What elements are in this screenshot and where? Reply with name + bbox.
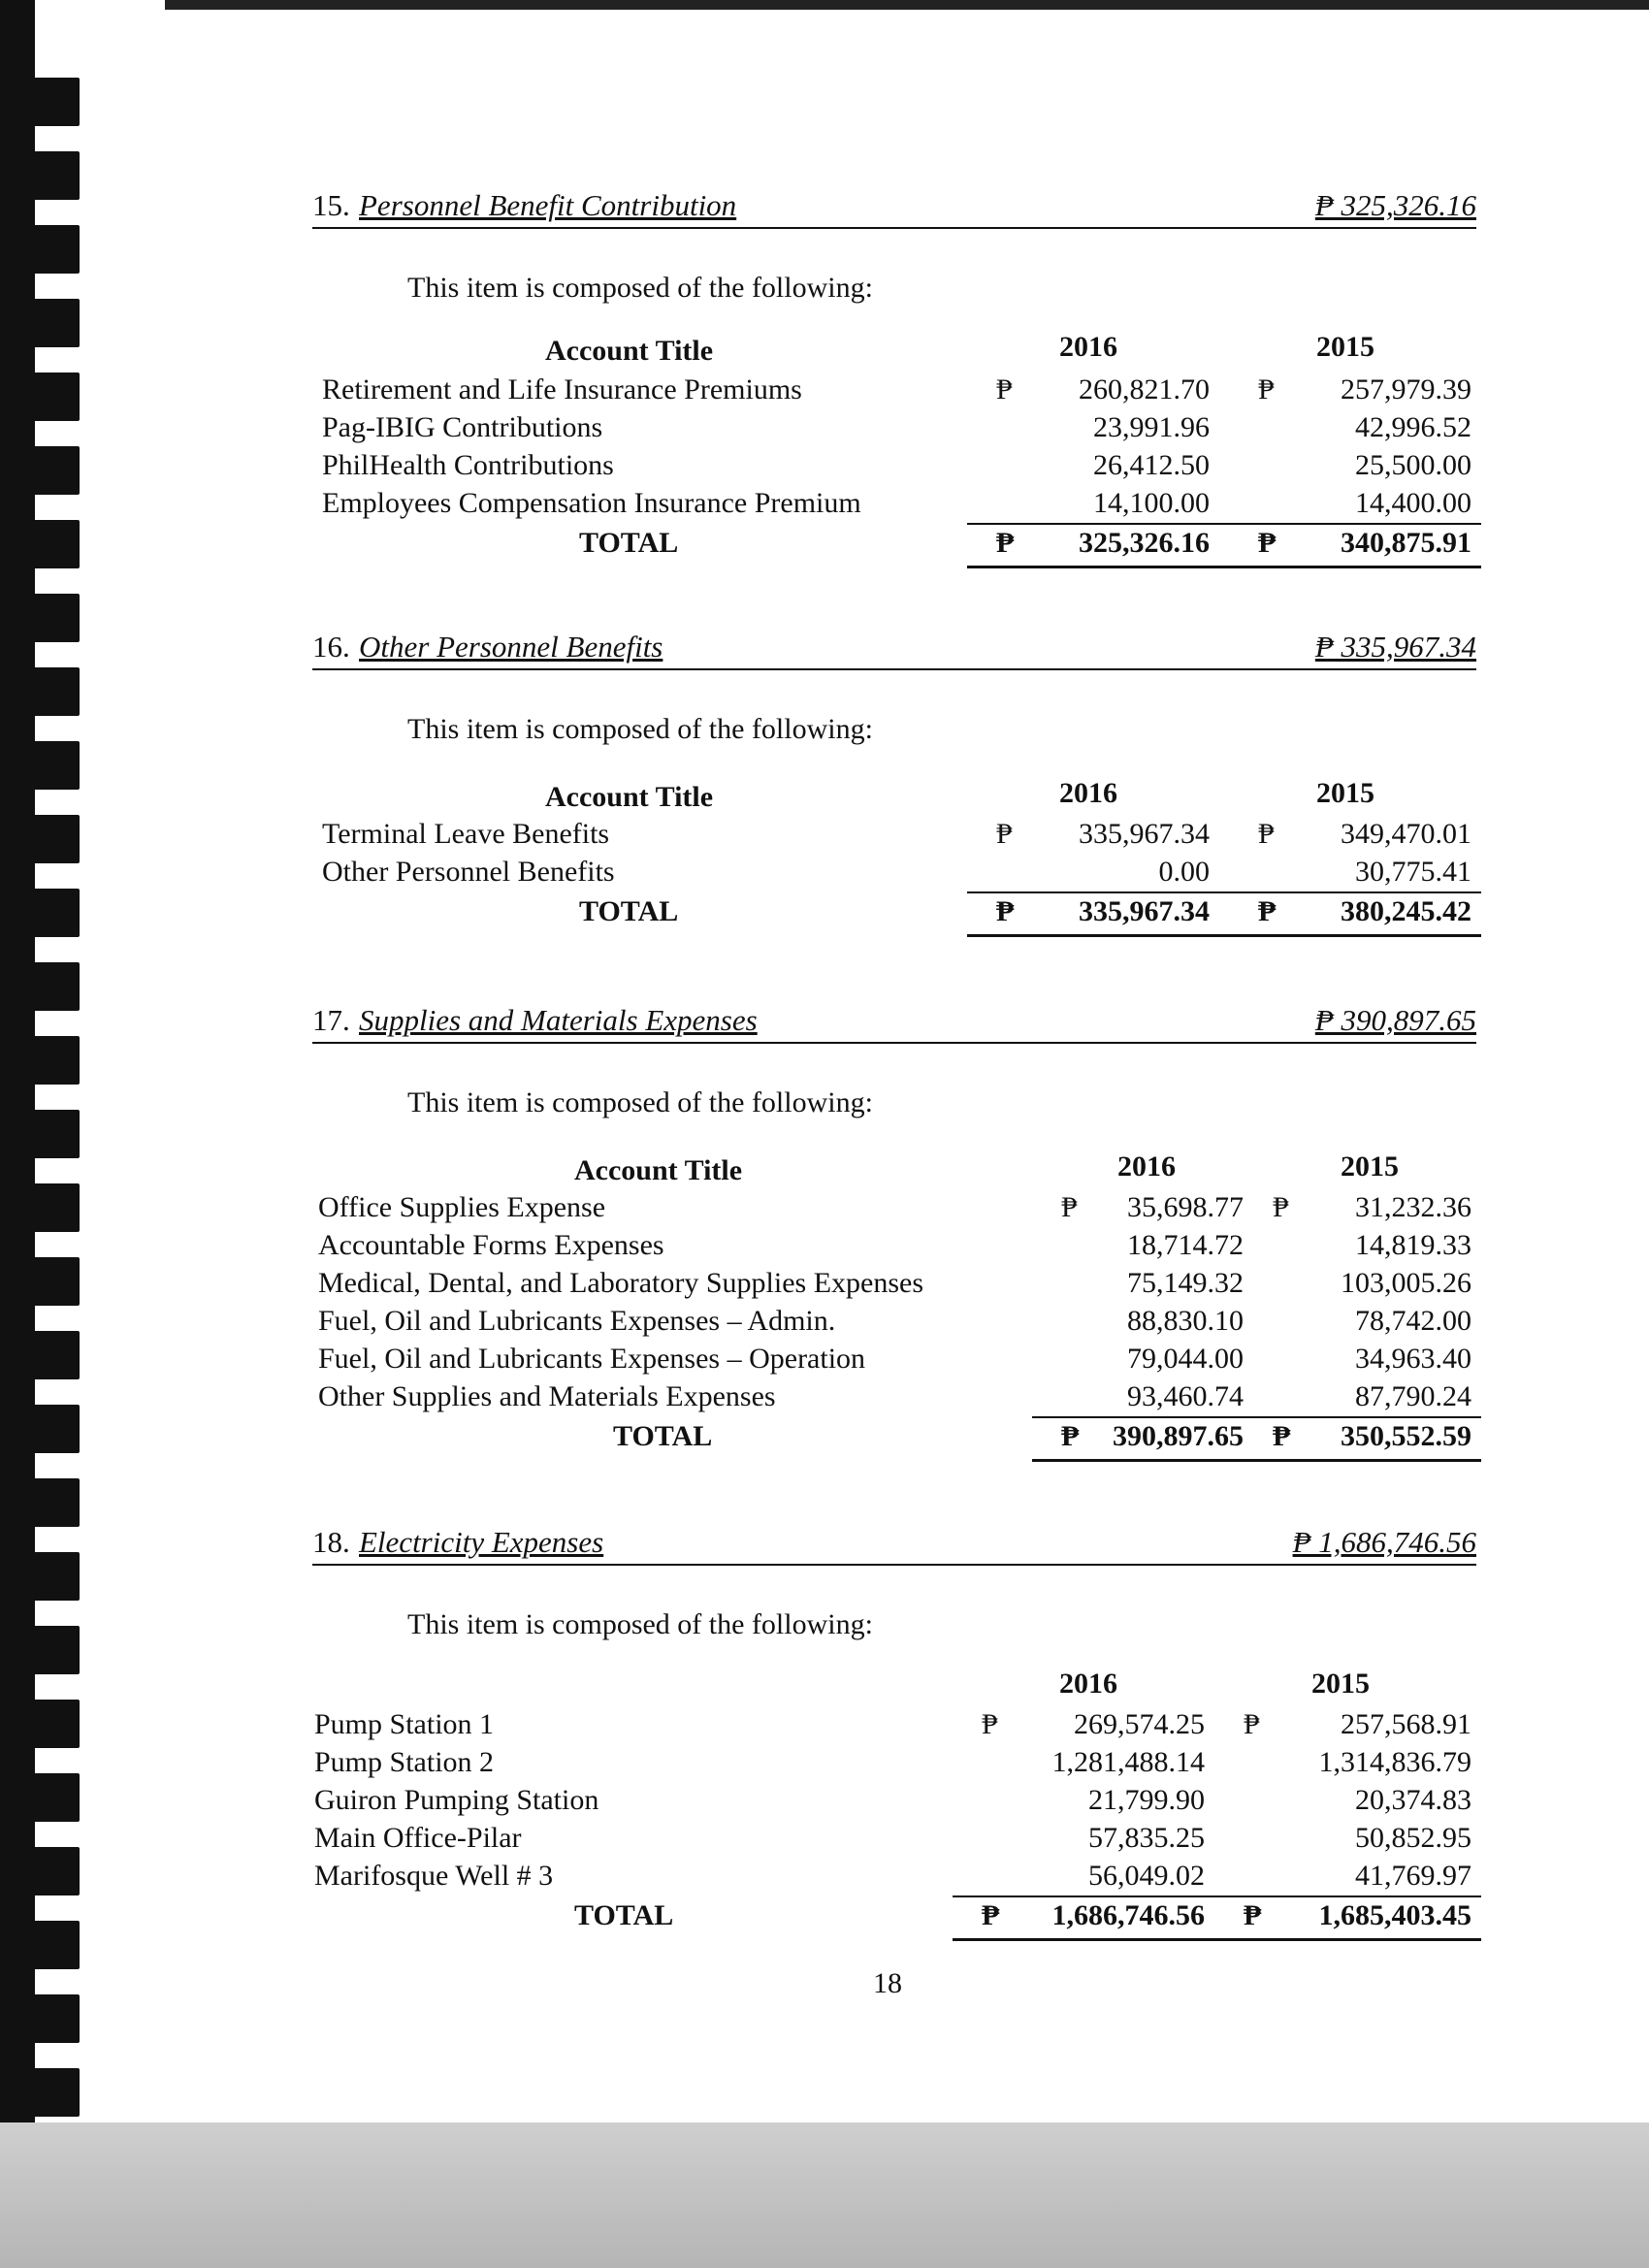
total-2015: 340,875.91: [1341, 527, 1471, 559]
value-2016: 14,100.00: [1093, 487, 1210, 519]
peso-sign: ₱: [996, 527, 1015, 559]
spiral-binding: [0, 0, 58, 2268]
section-title: Other Personnel Benefits: [359, 630, 663, 664]
table-row-label: Other Supplies and Materials Expenses: [318, 1380, 776, 1412]
value-2016: 1,281,488.14: [1051, 1746, 1205, 1778]
peso-sign: ₱: [982, 1708, 998, 1740]
column-header-account: Account Title: [574, 1154, 743, 1186]
peso-sign: ₱: [1258, 527, 1277, 559]
value-2015: 14,819.33: [1355, 1229, 1471, 1261]
section-title: Supplies and Materials Expenses: [359, 1003, 758, 1037]
peso-sign: ₱: [1244, 1708, 1260, 1740]
section-title: Electricity Expenses: [359, 1525, 604, 1559]
column-header-account: Account Title: [545, 781, 714, 813]
peso-sign: ₱: [1061, 1191, 1078, 1223]
value-2015: 14,400.00: [1355, 487, 1471, 519]
value-2016: 21,799.90: [1088, 1784, 1205, 1816]
value-2015: 25,500.00: [1355, 449, 1471, 481]
table-row-label: Office Supplies Expense: [318, 1191, 606, 1223]
value-2016: 79,044.00: [1127, 1343, 1244, 1375]
subtotal-rule: [1032, 1416, 1481, 1418]
total-2015: 350,552.59: [1341, 1420, 1471, 1452]
binding-hole: [21, 1847, 80, 1895]
total-rule: [953, 1938, 1481, 1941]
value-2015: 31,232.36: [1355, 1191, 1471, 1223]
section-heading: [312, 999, 1476, 1044]
scan-bottom-shade: [0, 2122, 1649, 2268]
binding-hole: [21, 1478, 80, 1527]
value-2015: 87,790.24: [1355, 1380, 1471, 1412]
section-number: 17.: [312, 1003, 350, 1037]
peso-sign: ₱: [996, 818, 1013, 850]
value-2016: 260,821.70: [1079, 373, 1210, 405]
column-header-2015: 2015: [1316, 331, 1374, 363]
column-header-2015: 2015: [1341, 1150, 1399, 1183]
peso-sign: ₱: [1061, 1420, 1080, 1452]
section-amount: ₱ 325,326.16: [1314, 188, 1476, 222]
value-2015: 257,568.91: [1341, 1708, 1471, 1740]
value-2015: 30,775.41: [1355, 856, 1471, 888]
value-2015: 41,769.97: [1355, 1860, 1471, 1892]
table-row-label: Retirement and Life Insurance Premiums: [322, 373, 802, 405]
binding-hole: [21, 373, 80, 421]
table-row-label: Main Office-Pilar: [314, 1822, 522, 1854]
subtotal-rule: [953, 1895, 1481, 1897]
table-row-label: Other Personnel Benefits: [322, 856, 615, 888]
value-2016: 35,698.77: [1127, 1191, 1244, 1223]
section-intro: This item is composed of the following:: [407, 713, 873, 745]
peso-sign: ₱: [1244, 1899, 1262, 1931]
total-2016: 325,326.16: [1079, 527, 1210, 559]
table-row-label: Marifosque Well # 3: [314, 1860, 554, 1892]
column-header-account: Account Title: [545, 335, 714, 367]
note-section: [312, 999, 1476, 1452]
section-title: Personnel Benefit Contribution: [359, 188, 737, 222]
value-2016: 93,460.74: [1127, 1380, 1244, 1412]
section-number: 16.: [312, 630, 350, 664]
page-number: 18: [873, 1967, 902, 1999]
section-amount: ₱ 335,967.34: [1314, 630, 1476, 664]
binding-hole: [21, 520, 80, 568]
binding-hole: [21, 1994, 80, 2043]
binding-hole: [21, 1110, 80, 1158]
value-2015: 257,979.39: [1341, 373, 1471, 405]
value-2015: 42,996.52: [1355, 411, 1471, 443]
value-2015: 50,852.95: [1355, 1822, 1471, 1854]
binding-hole: [21, 1036, 80, 1085]
value-2016: 269,574.25: [1074, 1708, 1205, 1740]
table-row-label: Accountable Forms Expenses: [318, 1229, 664, 1261]
total-2016: 390,897.65: [1113, 1420, 1244, 1452]
binding-hole: [21, 1257, 80, 1306]
table-row-label: Employees Compensation Insurance Premium: [322, 487, 861, 519]
peso-sign: ₱: [1258, 373, 1275, 405]
table-row-label: Guiron Pumping Station: [314, 1784, 599, 1816]
total-rule: [967, 566, 1481, 568]
page-top-edge: [165, 0, 1649, 10]
table-row-label: Pump Station 1: [314, 1708, 495, 1740]
table-row-label: Terminal Leave Benefits: [322, 818, 610, 850]
table-row-label: Fuel, Oil and Lubricants Expenses – Operation: [318, 1343, 866, 1375]
section-intro: This item is composed of the following:: [407, 272, 873, 304]
value-2015: 349,470.01: [1341, 818, 1471, 850]
total-label: TOTAL: [613, 1420, 713, 1452]
binding-hole: [21, 2068, 80, 2117]
value-2016: 0.00: [1158, 856, 1210, 888]
value-2016: 75,149.32: [1127, 1267, 1244, 1299]
peso-sign: ₱: [1258, 895, 1277, 927]
note-section: [312, 184, 1476, 559]
table-row-label: Medical, Dental, and Laboratory Supplies Expenses: [318, 1267, 923, 1299]
total-rule: [967, 934, 1481, 937]
total-2016: 335,967.34: [1079, 895, 1210, 927]
column-header-2016: 2016: [1059, 777, 1117, 809]
binding-hole: [21, 1183, 80, 1232]
binding-hole: [21, 962, 80, 1011]
total-rule: [1032, 1459, 1481, 1462]
value-2016: 335,967.34: [1079, 818, 1210, 850]
value-2015: 1,314,836.79: [1318, 1746, 1471, 1778]
peso-sign: ₱: [996, 373, 1013, 405]
table-row-label: Fuel, Oil and Lubricants Expenses – Admin.: [318, 1305, 836, 1337]
section-heading: [312, 184, 1476, 229]
section-intro: This item is composed of the following:: [407, 1086, 873, 1118]
note-section: [312, 626, 1476, 927]
total-2015: 1,685,403.45: [1318, 1899, 1471, 1931]
column-header-2016: 2016: [1059, 331, 1117, 363]
binding-hole: [21, 225, 80, 274]
value-2016: 23,991.96: [1093, 411, 1210, 443]
value-2015: 78,742.00: [1355, 1305, 1471, 1337]
value-2016: 26,412.50: [1093, 449, 1210, 481]
binding-hole: [21, 299, 80, 347]
value-2016: 88,830.10: [1127, 1305, 1244, 1337]
peso-sign: ₱: [982, 1899, 1000, 1931]
section-number: 18.: [312, 1525, 350, 1559]
section-heading: [312, 1521, 1476, 1566]
total-label: TOTAL: [579, 895, 679, 927]
total-2015: 380,245.42: [1341, 895, 1471, 927]
column-header-2016: 2016: [1117, 1150, 1176, 1183]
value-2016: 18,714.72: [1127, 1229, 1244, 1261]
binding-hole: [21, 151, 80, 200]
binding-hole: [21, 1331, 80, 1379]
binding-hole: [21, 741, 80, 790]
binding-hole: [21, 446, 80, 495]
section-amount: ₱ 390,897.65: [1314, 1003, 1476, 1037]
binding-hole: [21, 815, 80, 863]
peso-sign: ₱: [996, 895, 1015, 927]
value-2015: 34,963.40: [1355, 1343, 1471, 1375]
total-label: TOTAL: [579, 527, 679, 559]
peso-sign: ₱: [1273, 1420, 1291, 1452]
note-section: [312, 1521, 1476, 1931]
binding-hole: [21, 78, 80, 126]
table-row-label: PhilHealth Contributions: [322, 449, 614, 481]
peso-sign: ₱: [1273, 1191, 1289, 1223]
binding-hole: [21, 1921, 80, 1969]
subtotal-rule: [967, 891, 1481, 893]
binding-hole: [21, 1405, 80, 1453]
total-label: TOTAL: [574, 1899, 674, 1931]
total-2016: 1,686,746.56: [1051, 1899, 1205, 1931]
value-2015: 20,374.83: [1355, 1784, 1471, 1816]
subtotal-rule: [967, 523, 1481, 525]
binding-hole: [21, 594, 80, 642]
value-2015: 103,005.26: [1341, 1267, 1471, 1299]
binding-hole: [21, 1626, 80, 1674]
binding-hole: [21, 667, 80, 716]
binding-hole: [21, 1700, 80, 1748]
section-intro: This item is composed of the following:: [407, 1608, 873, 1640]
table-row-label: Pag-IBIG Contributions: [322, 411, 603, 443]
column-header-2015: 2015: [1316, 777, 1374, 809]
table-row-label: Pump Station 2: [314, 1746, 495, 1778]
section-amount: ₱ 1,686,746.56: [1292, 1525, 1476, 1559]
column-header-2015: 2015: [1311, 1668, 1370, 1700]
section-heading: [312, 626, 1476, 670]
peso-sign: ₱: [1258, 818, 1275, 850]
binding-hole: [21, 1773, 80, 1822]
binding-hole: [21, 889, 80, 937]
binding-hole: [21, 1552, 80, 1601]
value-2016: 57,835.25: [1088, 1822, 1205, 1854]
value-2016: 56,049.02: [1088, 1860, 1205, 1892]
section-number: 15.: [312, 188, 350, 222]
column-header-2016: 2016: [1059, 1668, 1117, 1700]
